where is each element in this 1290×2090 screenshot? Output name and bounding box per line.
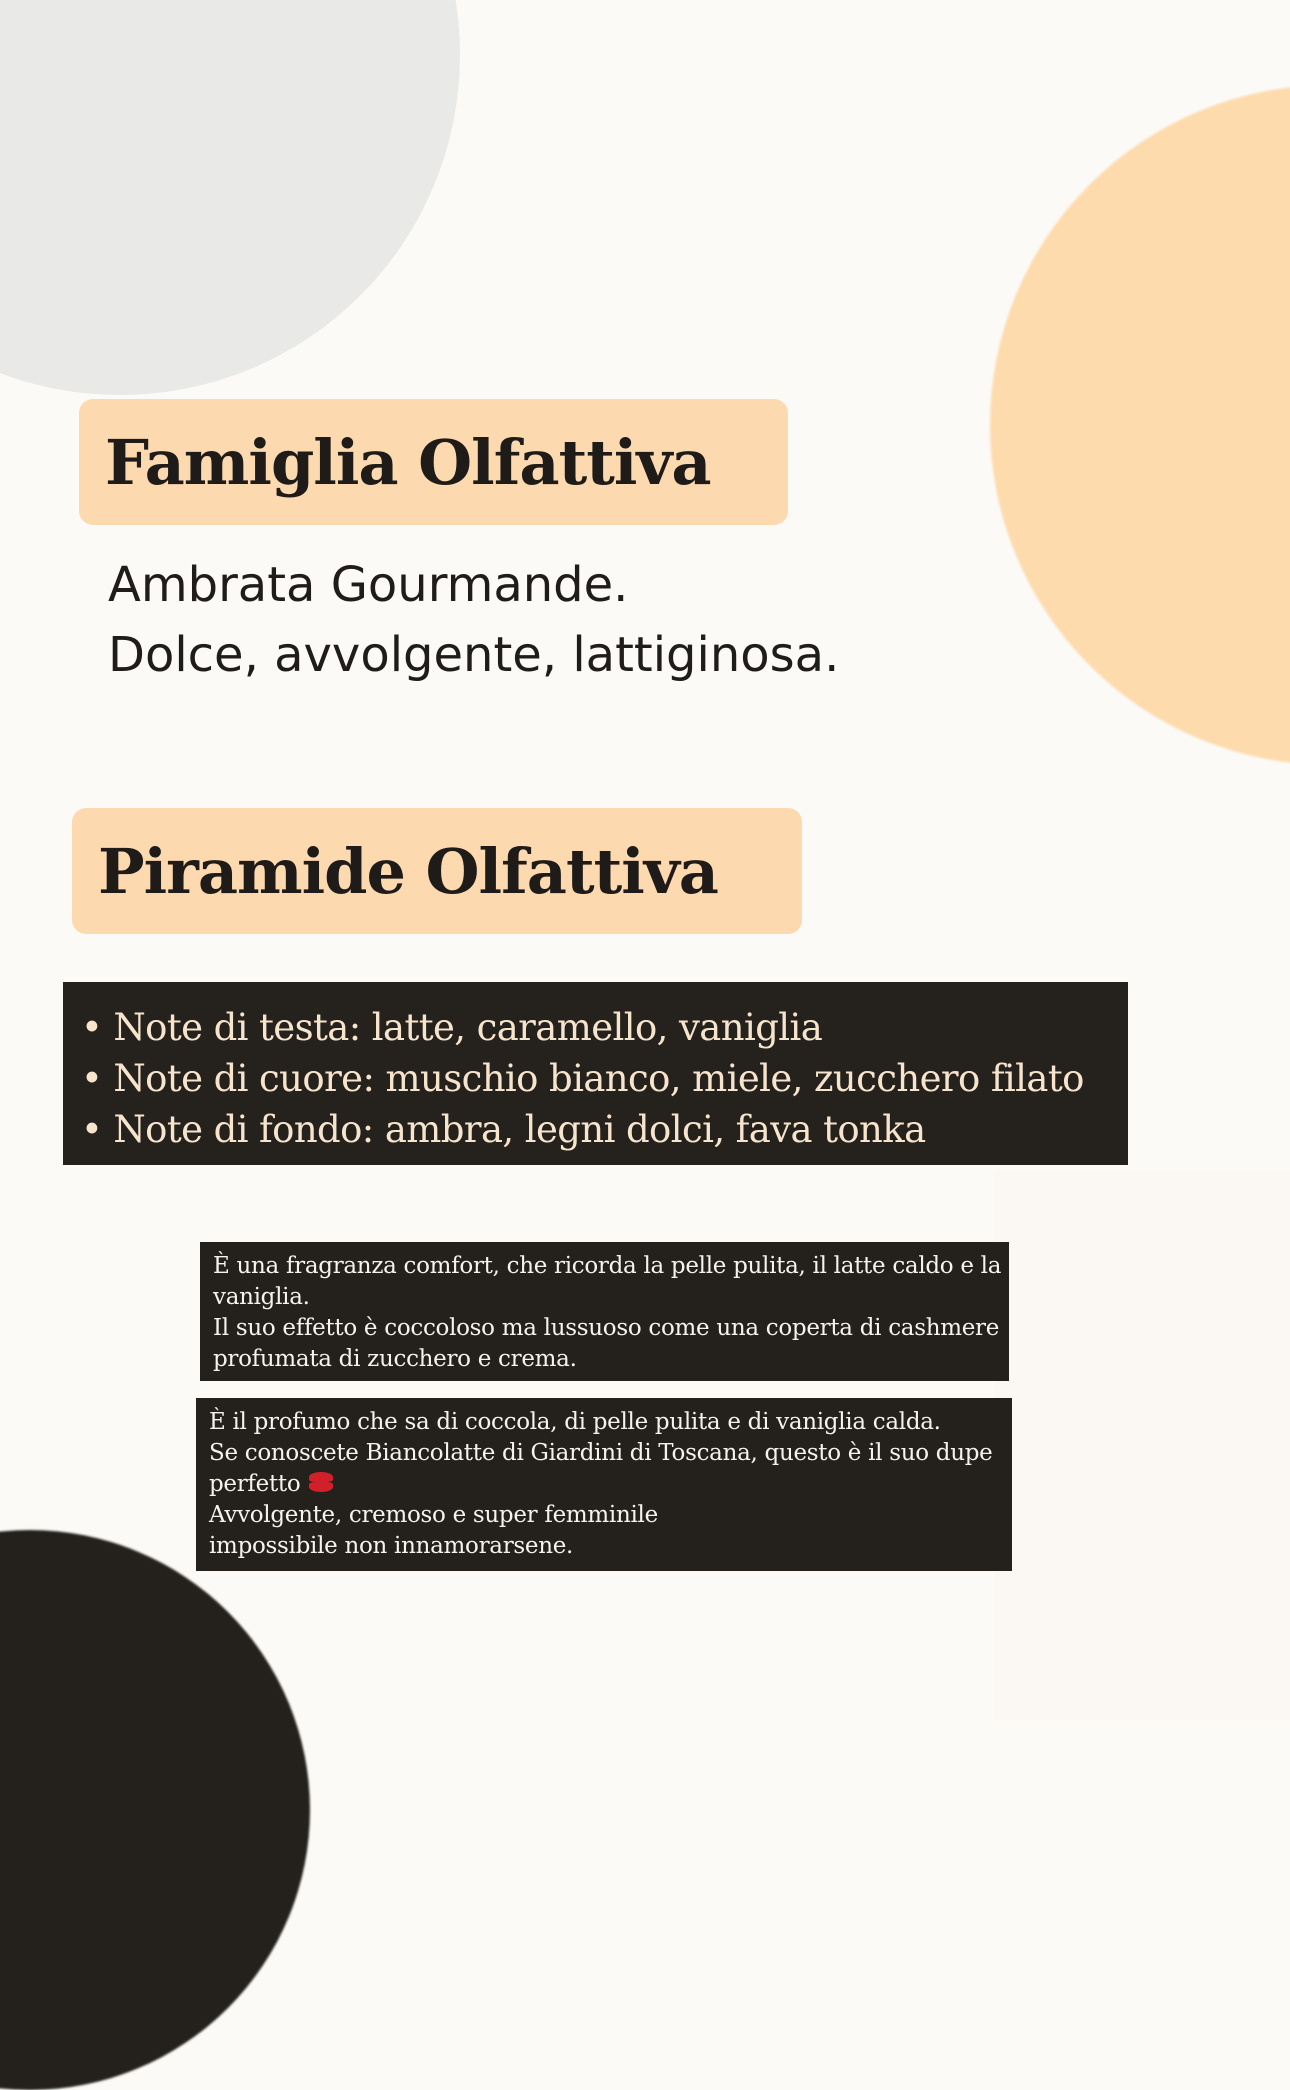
description-2-line-4: Avvolgente, cremoso e super femminile [209,1502,658,1528]
base-notes: • Note di fondo: ambra, legni dolci, fava tonka [81,1108,926,1151]
description-1-line-3: Il suo effetto è coccoloso ma lussuoso come una coperta di cashmere [213,1315,1000,1341]
heart-notes: • Note di cuore: muschio bianco, miele, zucchero filato [81,1057,1084,1100]
description-2-line-5: impossibile non innamorarsene. [209,1533,574,1559]
top-notes: • Note di testa: latte, caramello, vaniglia [81,1006,823,1049]
description-box-2 [196,1398,1012,1571]
description-1-line-1: È una fragranza comfort, che ricorda la pelle pulita, il latte caldo e la [213,1253,1002,1279]
background-panel [995,1170,1290,1720]
description-1-line-4: profumata di zucchero e crema. [213,1346,577,1372]
family-heading-text: Famiglia Olfattiva [105,425,711,499]
decorative-peach-circle [990,85,1290,765]
pyramid-heading [72,808,802,934]
decorative-dark-circle [0,1530,310,2090]
description-2-line-1: È il profumo che sa di coccola, di pelle pulita e di vaniglia calda. [209,1409,941,1435]
family-line-2: Dolce, avvolgente, lattiginosa. [108,627,840,683]
kiss-mark-icon [306,1471,336,1493]
pyramid-notes-box [63,982,1128,1165]
family-description [108,550,839,690]
family-line-1: Ambrata Gourmande. [108,557,629,613]
description-box-1 [200,1242,1009,1381]
description-2-line-3: perfetto [209,1471,301,1497]
description-2-line-2: Se conoscete Biancolatte di Giardini di Toscana, questo è il suo dupe [209,1440,993,1466]
family-heading [79,399,788,525]
decorative-grey-circle [0,0,460,395]
pyramid-heading-text: Piramide Olfattiva [98,834,718,908]
description-1-line-2: vaniglia. [213,1284,310,1310]
description-2-line-3-wrapper [209,1469,1012,1500]
